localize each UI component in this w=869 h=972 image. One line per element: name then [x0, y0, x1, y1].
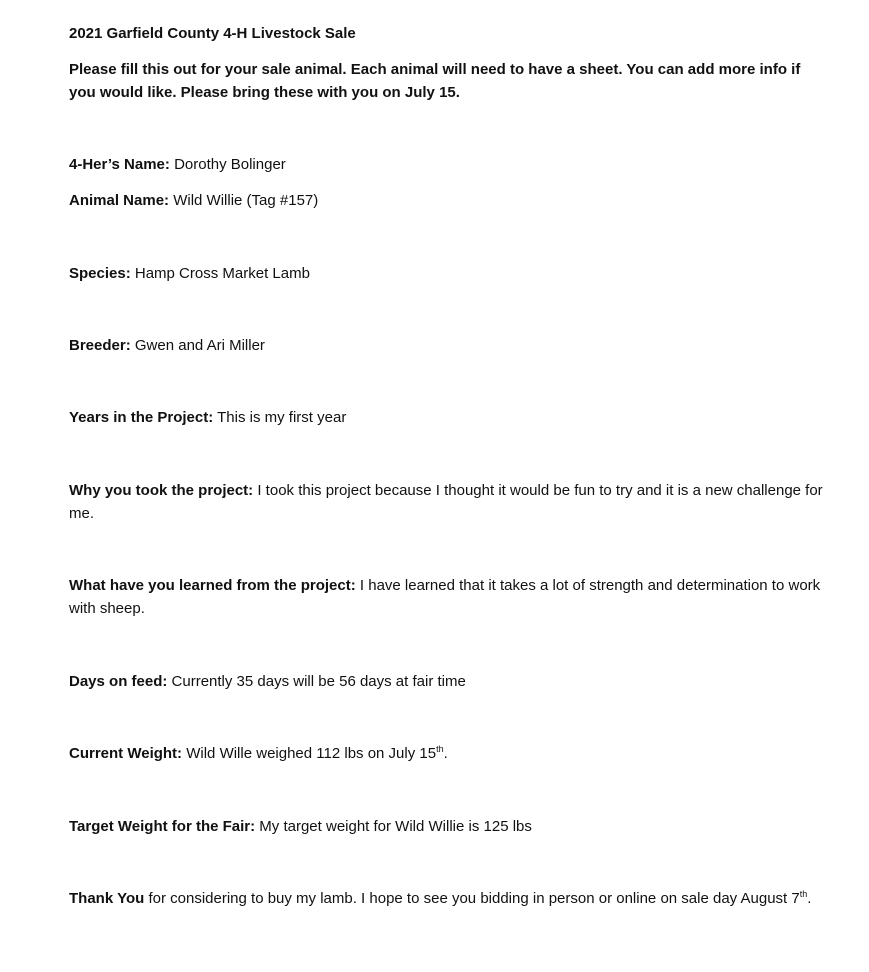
field-label: Thank You — [69, 890, 145, 907]
field-days-on-feed — [69, 670, 829, 693]
field-label: Animal Name: — [69, 192, 170, 209]
field-label: What have you learned from the project: — [69, 577, 356, 594]
field-what-learned — [69, 574, 829, 620]
instructions: Please fill this out for your sale animal. Each animal will need to have a sheet. You can add more info if you would like. Please bring these with you on July 15. — [69, 61, 801, 101]
field-value: for considering to buy my lamb. I hope to see you bidding in person or online on sale day August 7 — [148, 890, 800, 907]
superscript-th: th — [799, 889, 808, 899]
field-species — [69, 262, 829, 285]
field-label: Target Weight for the Fair: — [69, 818, 256, 835]
field-value-end: . — [443, 745, 448, 762]
field-value: Dorothy Bolinger — [174, 156, 286, 173]
field-target-weight — [69, 815, 829, 838]
field-label: Years in the Project: — [69, 409, 214, 426]
field-4her-name — [69, 153, 829, 176]
field-animal-name — [69, 189, 829, 212]
superscript-th: th — [436, 744, 444, 754]
field-value: I took this project because I thought it would be fun to try and it is a new challenge for me. — [69, 482, 823, 522]
field-value: This is my first year — [217, 409, 347, 426]
field-label: Species: — [69, 265, 131, 282]
field-why-project — [69, 479, 829, 525]
field-value: Gwen and Ari Miller — [134, 337, 265, 354]
field-value: Wild Willie (Tag #157) — [173, 192, 319, 209]
field-label: Why you took the project: — [69, 482, 254, 499]
field-value: I have learned that it takes a lot of strength and determination to work with sheep. — [69, 577, 821, 617]
field-label: Current Weight: — [69, 745, 183, 762]
field-value: Hamp Cross Market Lamb — [134, 265, 310, 282]
document-title: 2021 Garfield County 4-H Livestock Sale — [69, 25, 356, 42]
field-thank-you — [69, 887, 829, 910]
field-value: Wild Wille weighed 112 lbs on July 15 — [186, 745, 437, 762]
field-current-weight — [69, 742, 829, 765]
field-value-end: . — [807, 890, 812, 907]
field-value: Currently 35 days will be 56 days at fair time — [171, 673, 466, 690]
field-label: 4-Her’s Name: — [69, 156, 170, 173]
field-value: My target weight for Wild Willie is 125 lbs — [259, 818, 532, 835]
field-breeder — [69, 334, 829, 357]
field-label: Days on feed: — [69, 673, 168, 690]
field-years-in-project — [69, 406, 829, 429]
field-label: Breeder: — [69, 337, 131, 354]
